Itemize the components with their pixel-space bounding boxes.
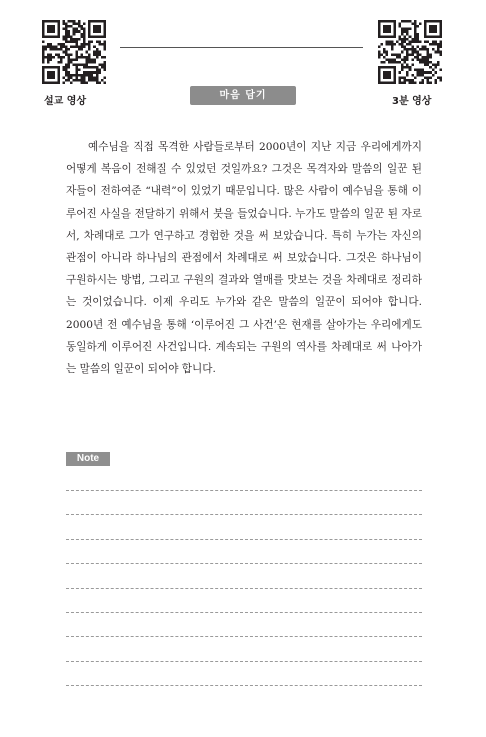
note-line xyxy=(66,636,422,637)
note-line xyxy=(66,563,422,564)
body-paragraph: 예수님을 직접 목격한 사람들로부터 2000년이 지난 지금 우리에게까지 어떻게 복음이 전해질 수 있었던 것일까요? 그것은 목격자와 말씀의 일꾼 된 자들이 전하여준 “내력”이 있었기 때문입니다. 많은 사람이 예수님을 통해 이루어진 사실을 전달하기 위해서 붓을 들었습니다. 누가도 말씀의 일꾼 된 자로서, 차례대로 그가 연구하고 경험한 것을 써 보았습니다. 특히 누가는 자신의 관점이 아니라 하나님의 관점에서 차례대로 써 보았습니다. 그것은 하나님이 구원하시는 방법, 그리고 구원의 결과와 열매를 맛보는 것을 차례대로 정리하는 것이었습니다. 이제 우리도 누가와 같은 말씀의 일꾼이 되어야 합니다. 2000년 전 예수님을 통해 ‘이루어진 그 사건’은 현재를 살아가는 우리에게도 동일하게 이루어진 사건입니다. 계속되는 구원의 역사를 차례대로 써 나아가는 말씀의 일꾼이 되어야 합니다. xyxy=(66,141,422,376)
qr-code-icon xyxy=(378,20,442,84)
three-minute-video-qr-code[interactable] xyxy=(378,20,442,84)
note-line xyxy=(66,490,422,491)
note-line xyxy=(66,588,422,589)
header-divider xyxy=(120,47,363,48)
note-line xyxy=(66,612,422,613)
section-title-badge: 마음 담기 xyxy=(190,86,296,105)
note-label: Note xyxy=(66,452,110,466)
sermon-video-qr-code[interactable] xyxy=(42,20,106,84)
three-minute-video-label: 3분 영상 xyxy=(392,96,432,107)
note-line xyxy=(66,514,422,515)
note-line xyxy=(66,685,422,686)
sermon-video-label: 설교 영상 xyxy=(44,96,87,107)
note-line xyxy=(66,661,422,662)
qr-code-icon xyxy=(42,20,106,84)
note-line xyxy=(66,539,422,540)
